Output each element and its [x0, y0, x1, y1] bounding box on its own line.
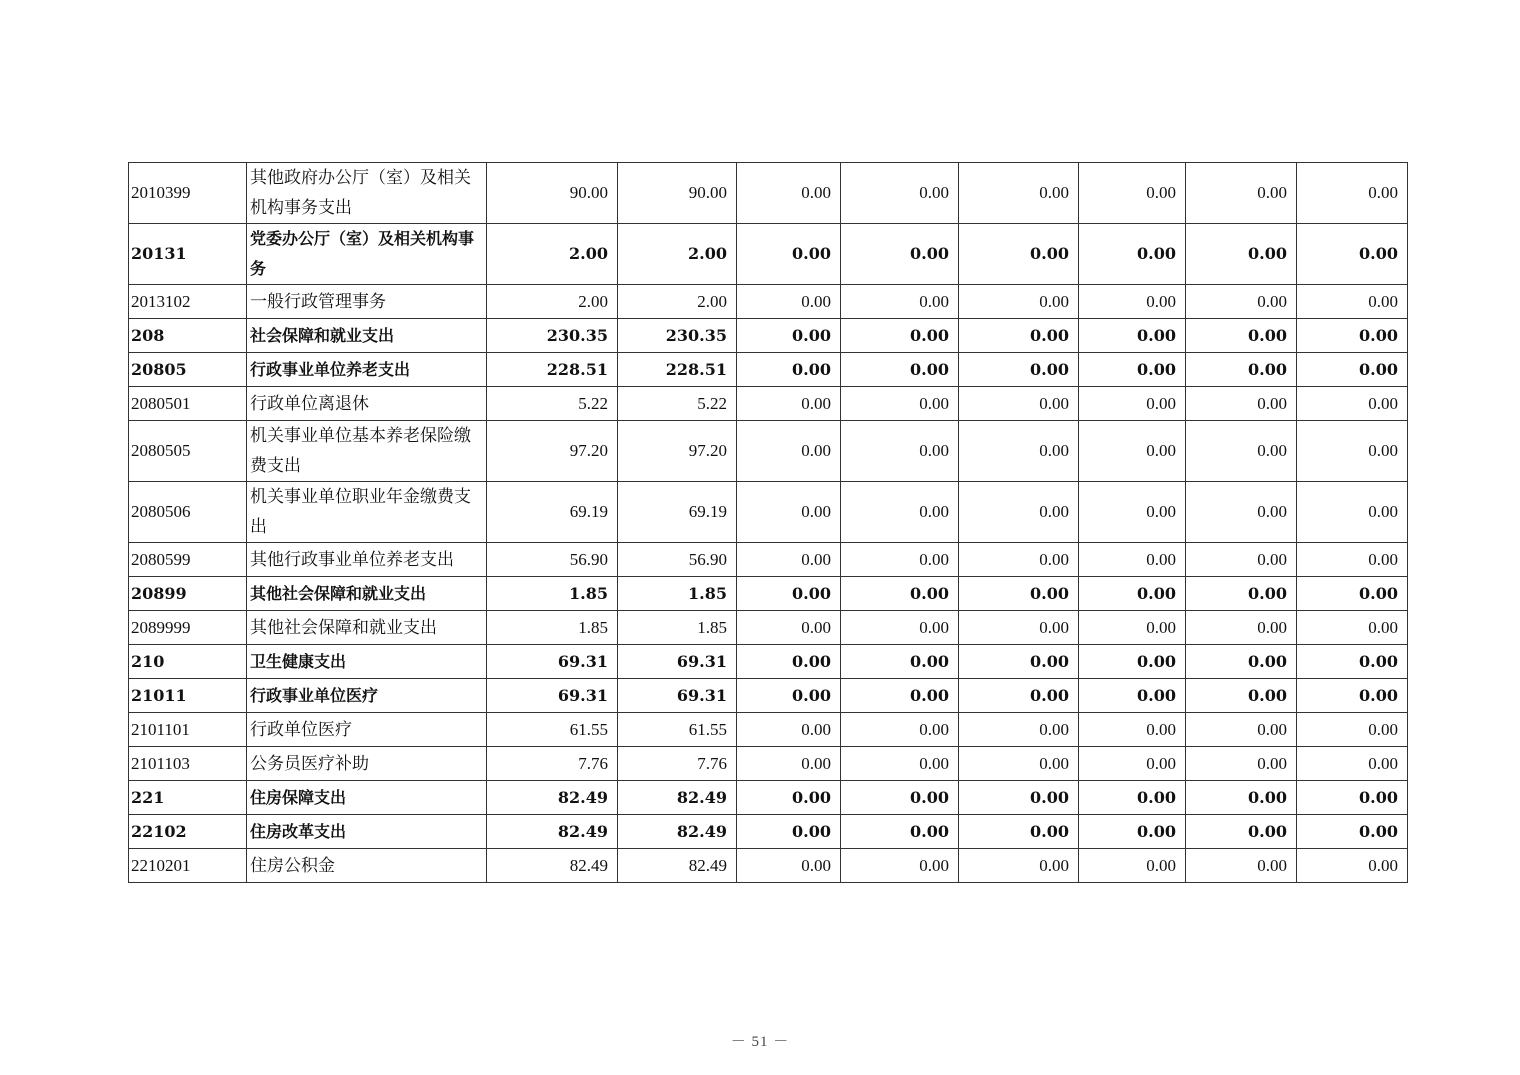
amount-cell: 0.00	[841, 543, 959, 577]
amount-cell: 0.00	[1186, 815, 1297, 849]
subject-code-cell: 2089999	[129, 611, 247, 645]
table-row	[129, 482, 1408, 543]
amount-cell: 0.00	[1297, 645, 1408, 679]
amount-cell: 0.00	[1297, 319, 1408, 353]
amount-cell: 56.90	[487, 543, 618, 577]
amount-cell: 0.00	[1079, 611, 1186, 645]
table-row	[129, 319, 1408, 353]
amount-cell: 0.00	[1079, 713, 1186, 747]
amount-cell: 0.00	[1079, 815, 1186, 849]
table-row	[129, 577, 1408, 611]
subject-code-cell: 20131	[129, 224, 247, 285]
amount-cell: 0.00	[1079, 781, 1186, 815]
amount-cell: 0.00	[1297, 353, 1408, 387]
subject-code-cell: 2080505	[129, 421, 247, 482]
subject-name-cell: 住房保障支出	[247, 781, 487, 815]
amount-cell: 230.35	[487, 319, 618, 353]
amount-cell: 0.00	[841, 679, 959, 713]
amount-cell: 2.00	[487, 285, 618, 319]
table-row	[129, 747, 1408, 781]
table-row	[129, 849, 1408, 883]
amount-cell: 0.00	[1079, 645, 1186, 679]
amount-cell: 0.00	[737, 285, 841, 319]
amount-cell: 0.00	[841, 713, 959, 747]
table-row	[129, 713, 1408, 747]
amount-cell: 69.31	[487, 645, 618, 679]
table-row	[129, 387, 1408, 421]
table-row	[129, 679, 1408, 713]
amount-cell: 7.76	[487, 747, 618, 781]
amount-cell: 228.51	[487, 353, 618, 387]
amount-cell: 82.49	[618, 781, 737, 815]
amount-cell: 0.00	[737, 611, 841, 645]
amount-cell: 0.00	[1079, 747, 1186, 781]
amount-cell: 0.00	[959, 713, 1079, 747]
amount-cell: 0.00	[841, 387, 959, 421]
amount-cell: 0.00	[841, 781, 959, 815]
amount-cell: 69.19	[487, 482, 618, 543]
amount-cell: 0.00	[737, 543, 841, 577]
amount-cell: 0.00	[737, 645, 841, 679]
amount-cell: 0.00	[959, 482, 1079, 543]
amount-cell: 0.00	[737, 577, 841, 611]
amount-cell: 0.00	[1079, 319, 1186, 353]
amount-cell: 1.85	[618, 611, 737, 645]
table-row	[129, 224, 1408, 285]
amount-cell: 0.00	[959, 781, 1079, 815]
amount-cell: 0.00	[737, 421, 841, 482]
amount-cell: 0.00	[1079, 679, 1186, 713]
amount-cell: 0.00	[737, 353, 841, 387]
subject-name-cell: 其他政府办公厅（室）及相关机构事务支出	[247, 163, 487, 224]
subject-name-cell: 机关事业单位基本养老保险缴费支出	[247, 421, 487, 482]
table-row	[129, 421, 1408, 482]
subject-name-cell: 住房改革支出	[247, 815, 487, 849]
amount-cell: 0.00	[1297, 285, 1408, 319]
amount-cell: 0.00	[1079, 224, 1186, 285]
amount-cell: 0.00	[1186, 224, 1297, 285]
amount-cell: 0.00	[1297, 421, 1408, 482]
amount-cell: 0.00	[1186, 713, 1297, 747]
amount-cell: 0.00	[959, 421, 1079, 482]
amount-cell: 0.00	[959, 224, 1079, 285]
table-row	[129, 611, 1408, 645]
subject-name-cell: 党委办公厅（室）及相关机构事务	[247, 224, 487, 285]
amount-cell: 0.00	[1186, 163, 1297, 224]
amount-cell: 0.00	[959, 849, 1079, 883]
subject-name-cell: 其他社会保障和就业支出	[247, 611, 487, 645]
amount-cell: 69.31	[618, 645, 737, 679]
amount-cell: 0.00	[1297, 611, 1408, 645]
amount-cell: 0.00	[841, 747, 959, 781]
amount-cell: 0.00	[959, 611, 1079, 645]
amount-cell: 0.00	[737, 713, 841, 747]
table-row	[129, 645, 1408, 679]
amount-cell: 0.00	[1079, 285, 1186, 319]
amount-cell: 0.00	[1079, 353, 1186, 387]
amount-cell: 0.00	[1079, 543, 1186, 577]
amount-cell: 0.00	[1186, 319, 1297, 353]
amount-cell: 0.00	[1186, 353, 1297, 387]
subject-name-cell: 一般行政管理事务	[247, 285, 487, 319]
amount-cell: 0.00	[959, 543, 1079, 577]
amount-cell: 1.85	[487, 611, 618, 645]
amount-cell: 0.00	[1297, 163, 1408, 224]
amount-cell: 0.00	[841, 319, 959, 353]
amount-cell: 0.00	[737, 747, 841, 781]
amount-cell: 0.00	[1297, 543, 1408, 577]
table-row	[129, 353, 1408, 387]
table-row	[129, 543, 1408, 577]
amount-cell: 0.00	[737, 482, 841, 543]
amount-cell: 0.00	[959, 163, 1079, 224]
subject-name-cell: 其他社会保障和就业支出	[247, 577, 487, 611]
amount-cell: 0.00	[841, 421, 959, 482]
amount-cell: 230.35	[618, 319, 737, 353]
subject-code-cell: 20805	[129, 353, 247, 387]
amount-cell: 0.00	[1297, 679, 1408, 713]
amount-cell: 0.00	[1186, 482, 1297, 543]
subject-code-cell: 208	[129, 319, 247, 353]
amount-cell: 0.00	[1186, 387, 1297, 421]
amount-cell: 0.00	[841, 645, 959, 679]
subject-name-cell: 公务员医疗补助	[247, 747, 487, 781]
table-body	[129, 163, 1408, 883]
amount-cell: 0.00	[1297, 224, 1408, 285]
amount-cell: 82.49	[487, 815, 618, 849]
subject-code-cell: 210	[129, 645, 247, 679]
amount-cell: 0.00	[959, 679, 1079, 713]
amount-cell: 69.19	[618, 482, 737, 543]
amount-cell: 0.00	[841, 577, 959, 611]
subject-code-cell: 2101103	[129, 747, 247, 781]
amount-cell: 69.31	[618, 679, 737, 713]
amount-cell: 82.49	[487, 781, 618, 815]
amount-cell: 0.00	[737, 319, 841, 353]
amount-cell: 0.00	[1297, 482, 1408, 543]
subject-name-cell: 社会保障和就业支出	[247, 319, 487, 353]
amount-cell: 0.00	[737, 163, 841, 224]
subject-code-cell: 2013102	[129, 285, 247, 319]
amount-cell: 0.00	[959, 285, 1079, 319]
amount-cell: 0.00	[1186, 577, 1297, 611]
subject-name-cell: 行政单位医疗	[247, 713, 487, 747]
subject-name-cell: 住房公积金	[247, 849, 487, 883]
amount-cell: 90.00	[487, 163, 618, 224]
amount-cell: 0.00	[1297, 781, 1408, 815]
subject-code-cell: 221	[129, 781, 247, 815]
amount-cell: 90.00	[618, 163, 737, 224]
table-row	[129, 285, 1408, 319]
amount-cell: 0.00	[1079, 849, 1186, 883]
amount-cell: 0.00	[737, 815, 841, 849]
amount-cell: 0.00	[1186, 849, 1297, 883]
amount-cell: 0.00	[1079, 163, 1186, 224]
amount-cell: 0.00	[959, 387, 1079, 421]
amount-cell: 0.00	[1297, 577, 1408, 611]
amount-cell: 0.00	[1297, 815, 1408, 849]
subject-code-cell: 2210201	[129, 849, 247, 883]
amount-cell: 0.00	[841, 482, 959, 543]
table-row	[129, 781, 1408, 815]
subject-code-cell: 2080599	[129, 543, 247, 577]
amount-cell: 1.85	[618, 577, 737, 611]
amount-cell: 0.00	[1079, 387, 1186, 421]
amount-cell: 2.00	[487, 224, 618, 285]
amount-cell: 2.00	[618, 224, 737, 285]
amount-cell: 0.00	[841, 163, 959, 224]
amount-cell: 82.49	[618, 815, 737, 849]
amount-cell: 0.00	[959, 353, 1079, 387]
amount-cell: 0.00	[737, 781, 841, 815]
amount-cell: 0.00	[959, 319, 1079, 353]
subject-code-cell: 2101101	[129, 713, 247, 747]
amount-cell: 0.00	[1079, 577, 1186, 611]
subject-name-cell: 卫生健康支出	[247, 645, 487, 679]
budget-table	[128, 162, 1408, 883]
amount-cell: 0.00	[1297, 387, 1408, 421]
subject-code-cell: 2010399	[129, 163, 247, 224]
amount-cell: 1.85	[487, 577, 618, 611]
amount-cell: 0.00	[1297, 747, 1408, 781]
amount-cell: 0.00	[1079, 421, 1186, 482]
amount-cell: 97.20	[618, 421, 737, 482]
amount-cell: 0.00	[841, 815, 959, 849]
amount-cell: 0.00	[1186, 611, 1297, 645]
amount-cell: 0.00	[737, 679, 841, 713]
subject-name-cell: 机关事业单位职业年金缴费支出	[247, 482, 487, 543]
subject-code-cell: 22102	[129, 815, 247, 849]
amount-cell: 69.31	[487, 679, 618, 713]
table-row	[129, 163, 1408, 224]
amount-cell: 0.00	[1186, 645, 1297, 679]
amount-cell: 5.22	[618, 387, 737, 421]
amount-cell: 0.00	[737, 387, 841, 421]
amount-cell: 5.22	[487, 387, 618, 421]
subject-code-cell: 2080501	[129, 387, 247, 421]
subject-name-cell: 行政事业单位养老支出	[247, 353, 487, 387]
amount-cell: 82.49	[487, 849, 618, 883]
amount-cell: 0.00	[737, 849, 841, 883]
amount-cell: 0.00	[1186, 747, 1297, 781]
subject-name-cell: 其他行政事业单位养老支出	[247, 543, 487, 577]
amount-cell: 0.00	[959, 645, 1079, 679]
amount-cell: 0.00	[1079, 482, 1186, 543]
amount-cell: 0.00	[1297, 713, 1408, 747]
amount-cell: 0.00	[737, 224, 841, 285]
amount-cell: 2.00	[618, 285, 737, 319]
amount-cell: 228.51	[618, 353, 737, 387]
amount-cell: 61.55	[487, 713, 618, 747]
amount-cell: 0.00	[1186, 543, 1297, 577]
amount-cell: 0.00	[1186, 679, 1297, 713]
amount-cell: 0.00	[1186, 285, 1297, 319]
amount-cell: 56.90	[618, 543, 737, 577]
amount-cell: 7.76	[618, 747, 737, 781]
subject-code-cell: 2080506	[129, 482, 247, 543]
subject-name-cell: 行政单位离退休	[247, 387, 487, 421]
subject-name-cell: 行政事业单位医疗	[247, 679, 487, 713]
amount-cell: 0.00	[1297, 849, 1408, 883]
subject-code-cell: 21011	[129, 679, 247, 713]
amount-cell: 0.00	[841, 285, 959, 319]
amount-cell: 0.00	[959, 577, 1079, 611]
amount-cell: 0.00	[1186, 781, 1297, 815]
amount-cell: 0.00	[1186, 421, 1297, 482]
amount-cell: 97.20	[487, 421, 618, 482]
amount-cell: 61.55	[618, 713, 737, 747]
table-row	[129, 815, 1408, 849]
subject-code-cell: 20899	[129, 577, 247, 611]
amount-cell: 0.00	[841, 849, 959, 883]
amount-cell: 82.49	[618, 849, 737, 883]
amount-cell: 0.00	[841, 353, 959, 387]
amount-cell: 0.00	[841, 611, 959, 645]
amount-cell: 0.00	[959, 747, 1079, 781]
page-number: － 51 －	[730, 1034, 790, 1050]
amount-cell: 0.00	[959, 815, 1079, 849]
amount-cell: 0.00	[841, 224, 959, 285]
